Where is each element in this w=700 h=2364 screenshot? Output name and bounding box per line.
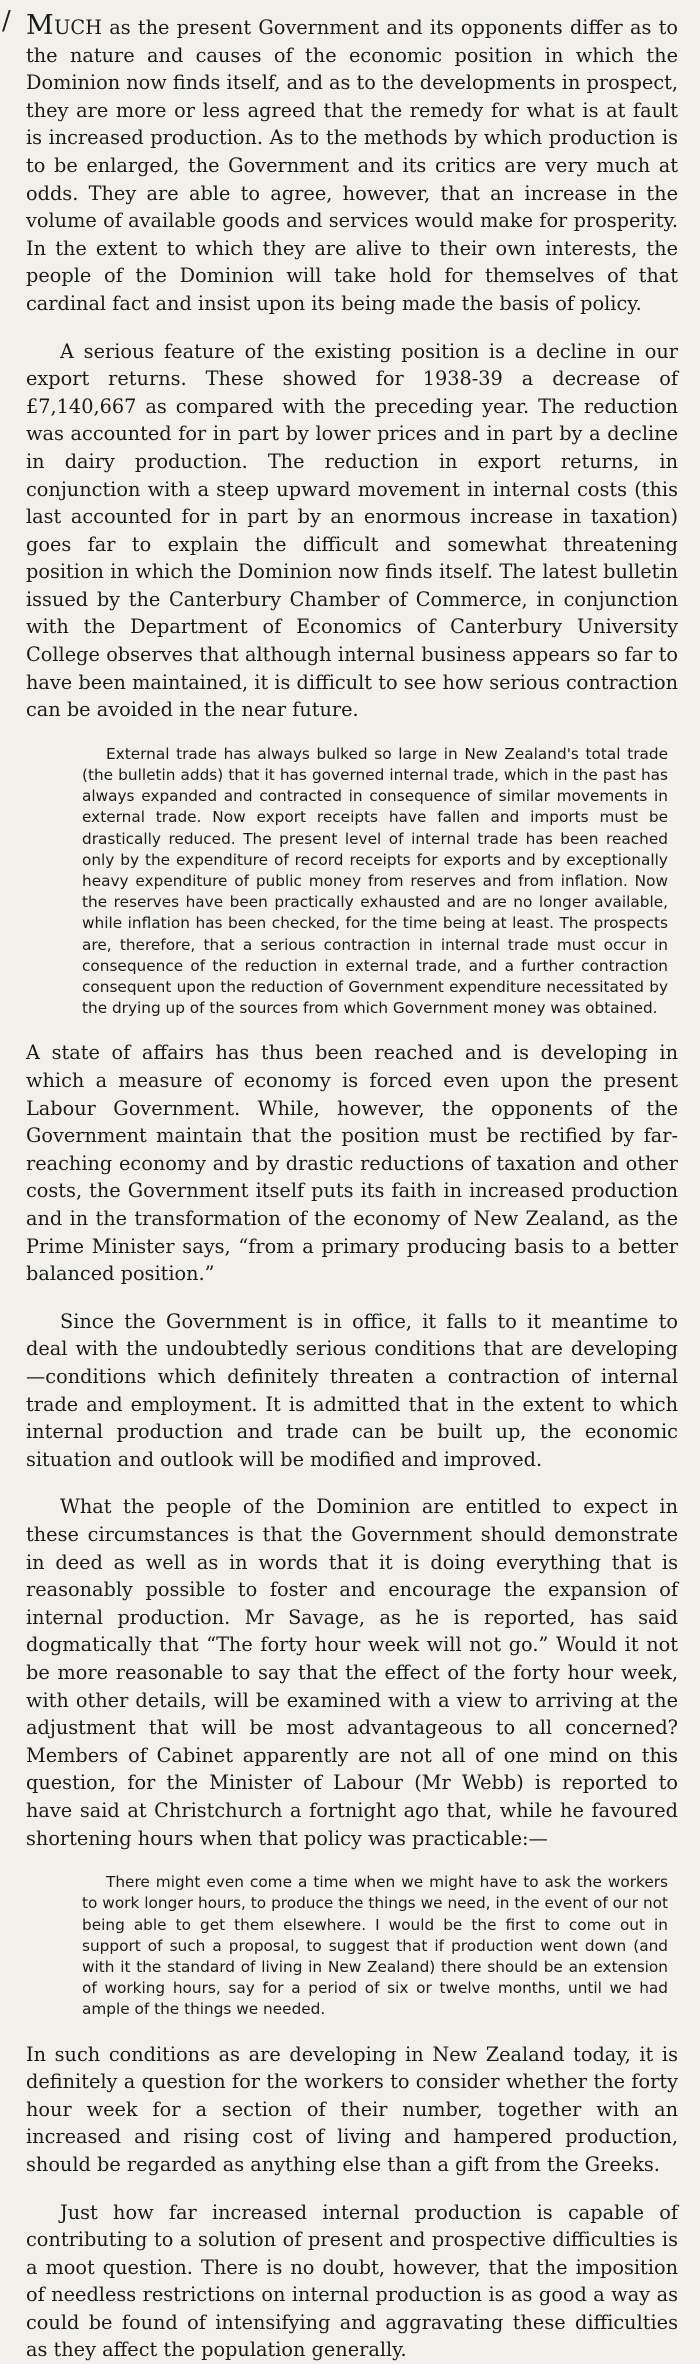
quote-minister-text: There might even come a time when we might have to ask the workers to work longer hours, to produce the things we need, in the event of our not being able to get them elsewhere. I would be the first to come out in support of such a proposal, to suggest that if production went down (and with it the standard of living in New Zealand) there should be an extension of working hours, say for a period of six or twelve months, until we had ample of the things we needed. bbox=[82, 1872, 668, 2020]
paragraph-1 bbox=[26, 12, 678, 318]
column-edge-mark: / bbox=[2, 8, 11, 34]
drop-cap: M bbox=[26, 10, 54, 41]
paragraph-2: A serious feature of the existing position is a decline in our export returns. These showed for 1938-39 a decrease of £7,140,667 as compared with the preceding year. The reduction was accounted for in part by lower prices and in part by a decline in dairy production. The reduction in export returns, in conjunction with a steep upward movement in internal costs (this last accounted for in part by an enormous increase in taxation) goes far to explain the difficult and somewhat threatening position in which the Dominion now finds itself. The latest bulletin issued by the Canterbury Chamber of Commerce, in conjunction with the Department of Economics of Canterbury University College observes that although internal business appears so far to have been maintained, it is difficult to see how serious contraction can be avoided in the near future. bbox=[26, 338, 678, 724]
paragraph-gap bbox=[26, 1473, 678, 1493]
paragraph-6: What the people of the Dominion are entitled to expect in these circumstances is that the Government should demonstrate in deed as well as in words that it is doing everything that is reasonably possible to foster and encourage the expansion of internal production. Mr Savage, as he is reported, has said dogmatically that “The forty hour week will not go.” Would it not be more reasonable to say that the effect of the forty hour week, with other details, will be examined with a view to arriving at the adjustment that will be most advantageous to all concerned? Members of Cabinet apparently are not all of one mind on this question, for the Minister of Labour (Mr Webb) is reported to have said at Christchurch a fortnight ago that, while he favoured shortening hours when that policy was practicable:— bbox=[26, 1493, 678, 1852]
paragraph-gap bbox=[26, 318, 678, 338]
quote-bulletin-text: External trade has always bulked so large in New Zealand's total trade (the bulletin adds) that it has governed internal trade, which in the past has always expanded and contracted in consequence of similar movements in external trade. Now export receipts have fallen and imports must be drastically reduced. The present level of internal trade has been reached only by the expenditure of record receipts for exports and by exceptionally heavy expenditure of public money from reserves and from inflation. Now the reserves have been practically exhausted and are no longer available, while inflation has been checked, for the time being at least. The prospects are, therefore, that a serious contraction in internal trade must occur in consequence of the reduction in external trade, and a further contraction consequent upon the reduction of Government expenditure necessitated by the drying up of the sources from which Government money was obtained. bbox=[82, 744, 668, 1020]
paragraph-gap bbox=[26, 1288, 678, 1308]
paragraph-5: Since the Government is in office, it falls to it meantime to deal with the undoubtedly serious conditions that are developing—conditions which definitely threaten a contraction of internal trade and employment. It is admitted that in the extent to which internal production and trade can be built up, the economic situation and outlook will be modified and improved. bbox=[26, 1308, 678, 1474]
paragraph-1-text: UCH as the present Government and its opponents differ as to the nature and causes of the economic position in which the Dominion now finds itself, and as to the developments in prospect, they are more or less agreed that the remedy for what is at fault is increased production. As to the methods by which production is to be enlarged, the Government and its critics are very much at odds. They are able to agree, however, that an increase in the volume of available goods and services would make for prosperity. In the extent to which they are alive to their own interests, the people of the Dominion will take hold for themselves of that cardinal fact and insist upon its being made the basis of policy. bbox=[26, 16, 678, 315]
block-quote-bulletin bbox=[82, 744, 668, 1020]
block-quote-minister bbox=[82, 1872, 668, 2020]
paragraph-gap bbox=[26, 2021, 678, 2041]
paragraph-9: Just how far increased internal production is capable of contributing to a solution of present and prospective difficulties is a moot question. There is no doubt, however, that the imposition of needless restrictions on internal production is as good a way as could be found of intensifying and aggravating these difficulties as they affect the population generally. bbox=[26, 2199, 678, 2364]
paragraph-gap bbox=[26, 724, 678, 744]
paragraph-gap bbox=[26, 1019, 678, 1039]
paragraph-gap bbox=[26, 2179, 678, 2199]
paragraph-8: In such conditions as are developing in New Zealand today, it is definitely a question for the workers to consider whether the forty hour week for a section of their number, together with an increased and rising cost of living and hampered production, should be regarded as anything else than a gift from the Greeks. bbox=[26, 2041, 678, 2179]
paragraph-4: A state of affairs has thus been reached and is developing in which a measure of economy is forced even upon the present Labour Government. While, however, the opponents of the Government maintain that the position must be rectified by far-reaching economy and by drastic reductions of taxation and other costs, the Government itself puts its faith in increased production and in the transformation of the economy of New Zealand, as the Prime Minister says, “from a primary producing basis to a better balanced position.” bbox=[26, 1039, 678, 1287]
paragraph-gap bbox=[26, 1852, 678, 1872]
